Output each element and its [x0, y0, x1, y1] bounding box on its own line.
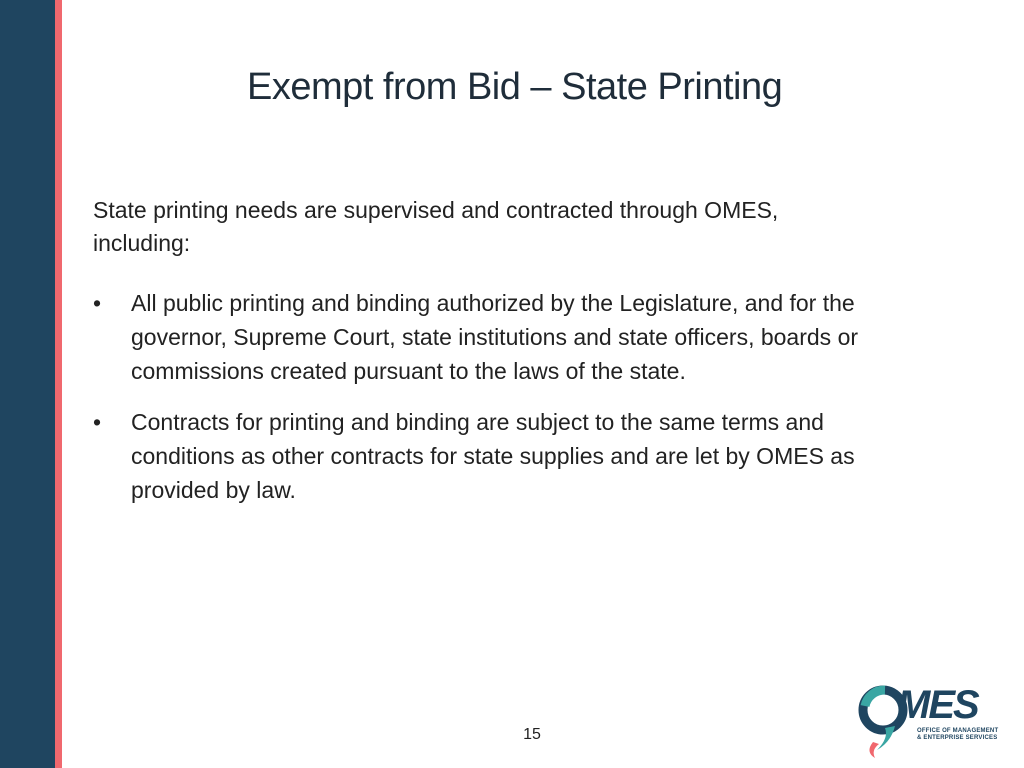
intro-paragraph: State printing needs are supervised and contracted through OMES, including:: [93, 197, 779, 256]
omes-subtitle: [917, 728, 1007, 742]
bullet-item: [93, 405, 883, 507]
bullet-text: All public printing and binding authorized by the Legislature, and for the governor, Supreme Court, state institutions and state officers, boards or commissions created pursuant to the laws of the state.: [131, 290, 859, 384]
left-accent-stripe: [55, 0, 62, 768]
bullet-marker: •: [93, 290, 102, 316]
slide-title: Exempt from Bid – State Printing: [247, 66, 783, 108]
omes-subtitle-line2: & ENTERPRISE SERVICES: [917, 735, 998, 741]
omes-wordmark: MES: [897, 683, 978, 727]
omes-subtitle-line1: OFFICE OF MANAGEMENT: [917, 728, 999, 734]
left-side-band: [0, 0, 55, 768]
bullet-item: [93, 286, 883, 388]
bullet-marker: •: [93, 409, 102, 435]
page-number: 15: [523, 726, 541, 743]
omes-logo: [855, 680, 1005, 760]
bullet-list: [93, 286, 883, 524]
bullet-text: Contracts for printing and binding are subject to the same terms and conditions as other contracts for state supplies and are let by OMES as provided by law.: [131, 409, 855, 503]
